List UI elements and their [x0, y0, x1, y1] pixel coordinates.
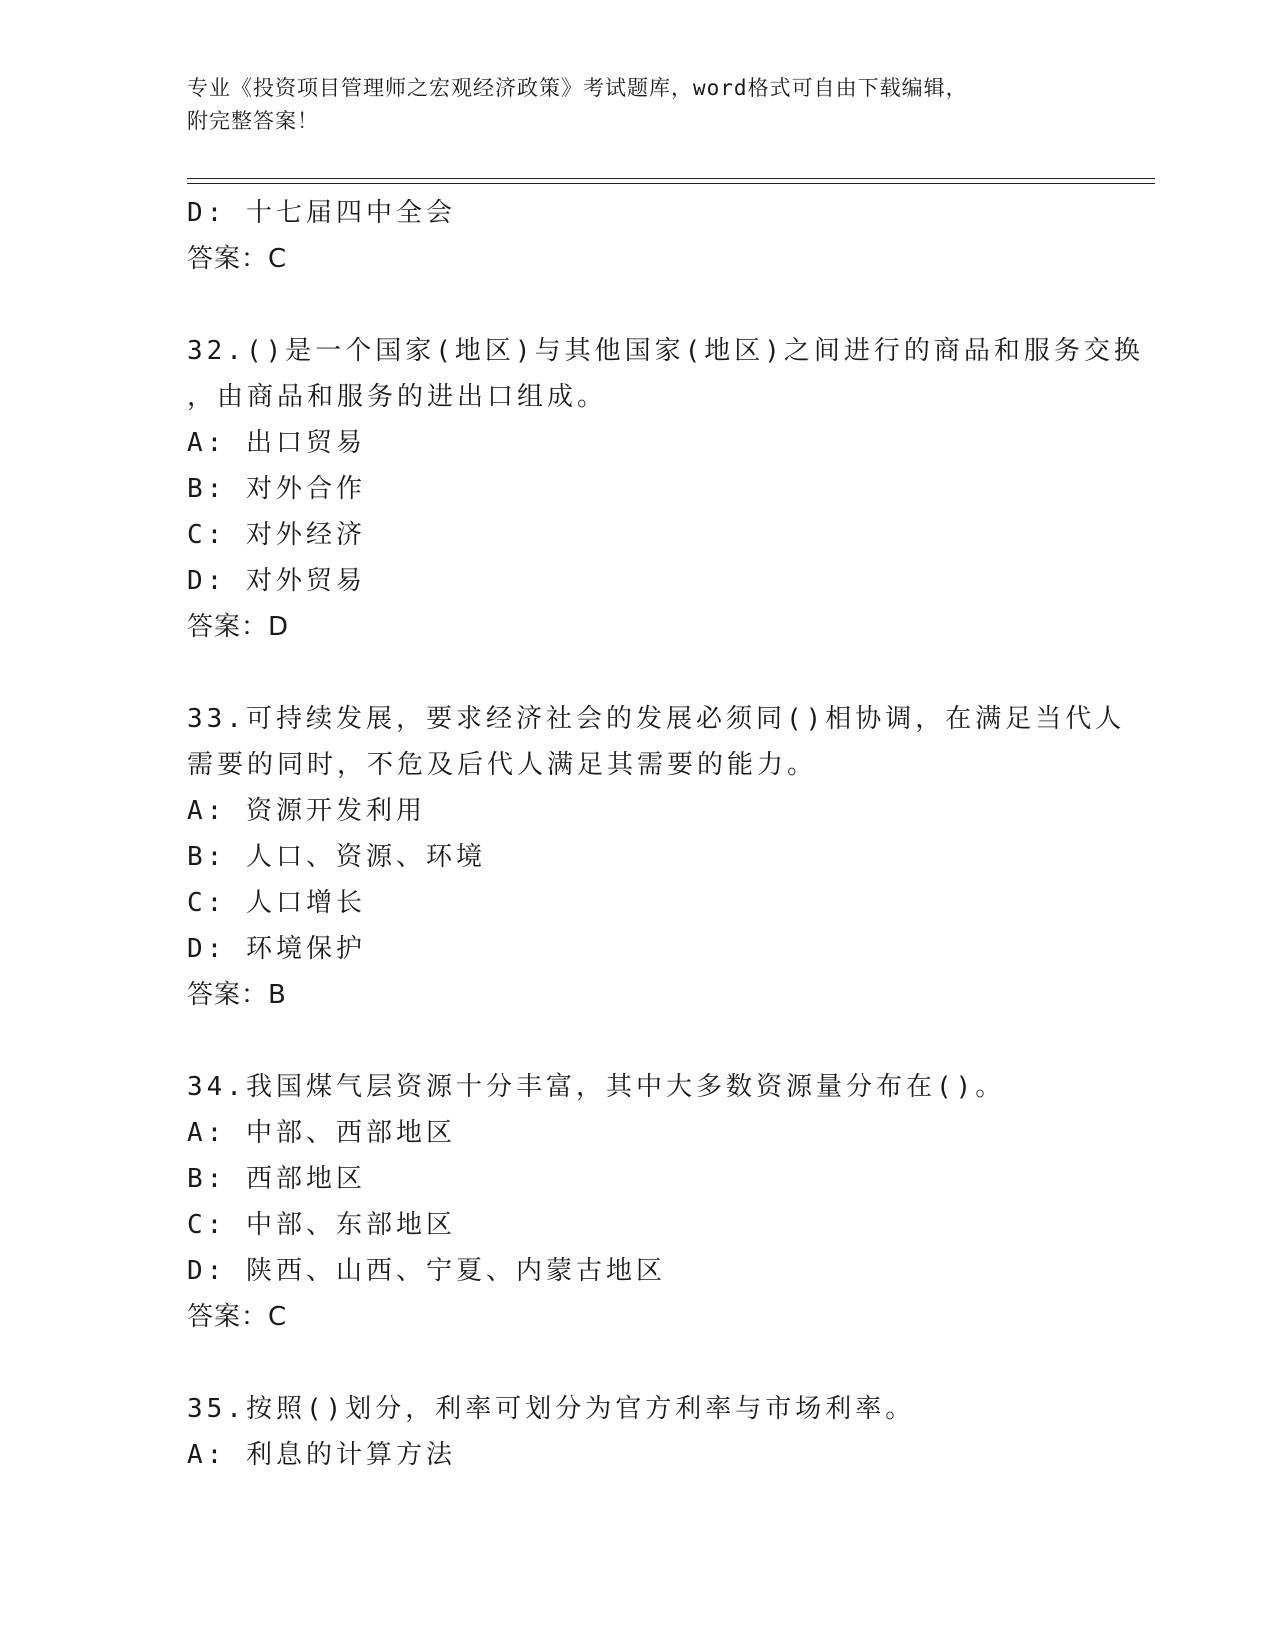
option-d: D: 陕西、山西、宁夏、内蒙古地区: [187, 1256, 666, 1286]
question-35: [187, 1386, 1107, 1478]
question-stem-continued: 需要的同时，不危及后代人满足其需要的能力。: [187, 750, 818, 780]
option-d: D: 环境保护: [187, 934, 366, 964]
question-stem: 35.按照()划分，利率可划分为官方利率与市场利率。: [187, 1394, 916, 1424]
option-c: C: 中部、东部地区: [187, 1210, 456, 1240]
option-a: A: 资源开发利用: [187, 796, 426, 826]
question-stem: 34.我国煤气层资源十分丰富，其中大多数资源量分布在()。: [187, 1072, 1006, 1102]
header-line-1: 专业《投资项目管理师之宏观经济政策》考试题库，word格式可自由下载编辑，: [187, 76, 968, 100]
option-b: B: 对外合作: [187, 474, 366, 504]
answer-line: 答案：B: [187, 980, 287, 1010]
header-divider: [187, 178, 1155, 179]
option-a: A: 出口贸易: [187, 428, 366, 458]
question-stem: 32.()是一个国家(地区)与其他国家(地区)之间进行的商品和服务交换: [187, 336, 1144, 366]
question-stem: 33.可持续发展，要求经济社会的发展必须同()相协调，在满足当代人: [187, 704, 1126, 734]
question-list: [187, 190, 1144, 1478]
option-b: B: 人口、资源、环境: [187, 842, 486, 872]
spacer: [187, 1340, 1107, 1386]
header-line-2: 附完整答案！: [187, 109, 319, 133]
question-34: [187, 1064, 1107, 1340]
option-d: D: 十七届四中全会: [187, 198, 456, 228]
option-a: A: 中部、西部地区: [187, 1118, 456, 1148]
option-d: D: 对外贸易: [187, 566, 366, 596]
option-b: B: 西部地区: [187, 1164, 366, 1194]
question-33: [187, 696, 1126, 1018]
header-divider-secondary: [187, 183, 1155, 184]
spacer: [187, 650, 1107, 696]
option-c: C: 人口增长: [187, 888, 366, 918]
answer-line: 答案：C: [187, 1302, 288, 1332]
answer-line: 答案：C: [187, 244, 288, 274]
question-stem-continued: ，由商品和服务的进出口组成。: [187, 382, 608, 412]
spacer: [187, 1018, 1107, 1064]
option-c: C: 对外经济: [187, 520, 366, 550]
document-header: [187, 72, 1087, 138]
option-a: A: 利息的计算方法: [187, 1440, 456, 1470]
answer-line: 答案：D: [187, 612, 290, 642]
spacer: [187, 282, 1107, 328]
question-32: [187, 328, 1144, 650]
